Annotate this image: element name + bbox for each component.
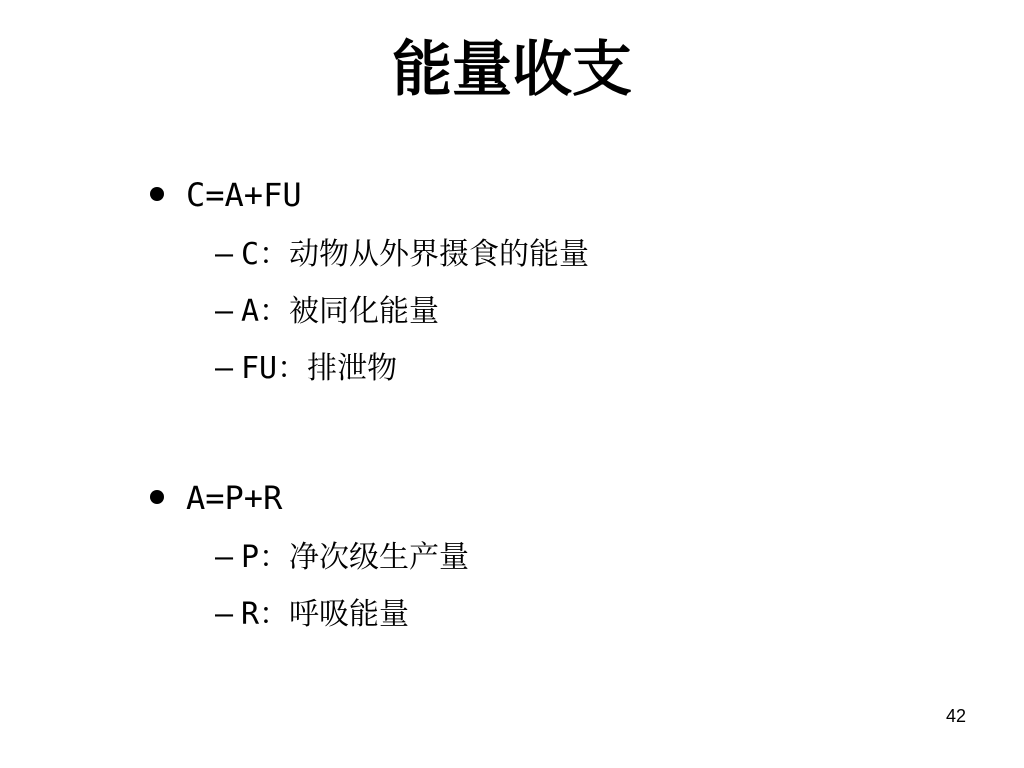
sub-item-text: C：动物从外界摄食的能量 — [241, 237, 590, 272]
sub-item-text: P：净次级生产量 — [241, 540, 470, 575]
bullet-text: A=P+R — [186, 479, 283, 517]
sub-item-text: R：呼吸能量 — [241, 597, 410, 632]
sub-item — [213, 595, 409, 635]
bullet-text: C=A+FU — [186, 176, 302, 214]
dash-icon: – — [214, 351, 234, 386]
bullet-icon — [150, 187, 164, 201]
bullet-item — [150, 478, 282, 518]
dash-icon: – — [214, 540, 234, 575]
sub-item — [213, 538, 469, 578]
sub-item — [213, 292, 439, 332]
bullet-item — [150, 175, 302, 215]
bullet-icon — [150, 490, 164, 504]
page-number: 42 — [945, 706, 966, 726]
sub-item — [213, 349, 397, 389]
slide-title: 能量收支 — [392, 35, 632, 105]
sub-item — [213, 235, 589, 275]
dash-icon: – — [214, 237, 234, 272]
dash-icon: – — [214, 294, 234, 329]
sub-item-text: FU：排泄物 — [241, 351, 398, 386]
sub-item-text: A：被同化能量 — [241, 294, 440, 329]
dash-icon: – — [214, 597, 234, 632]
